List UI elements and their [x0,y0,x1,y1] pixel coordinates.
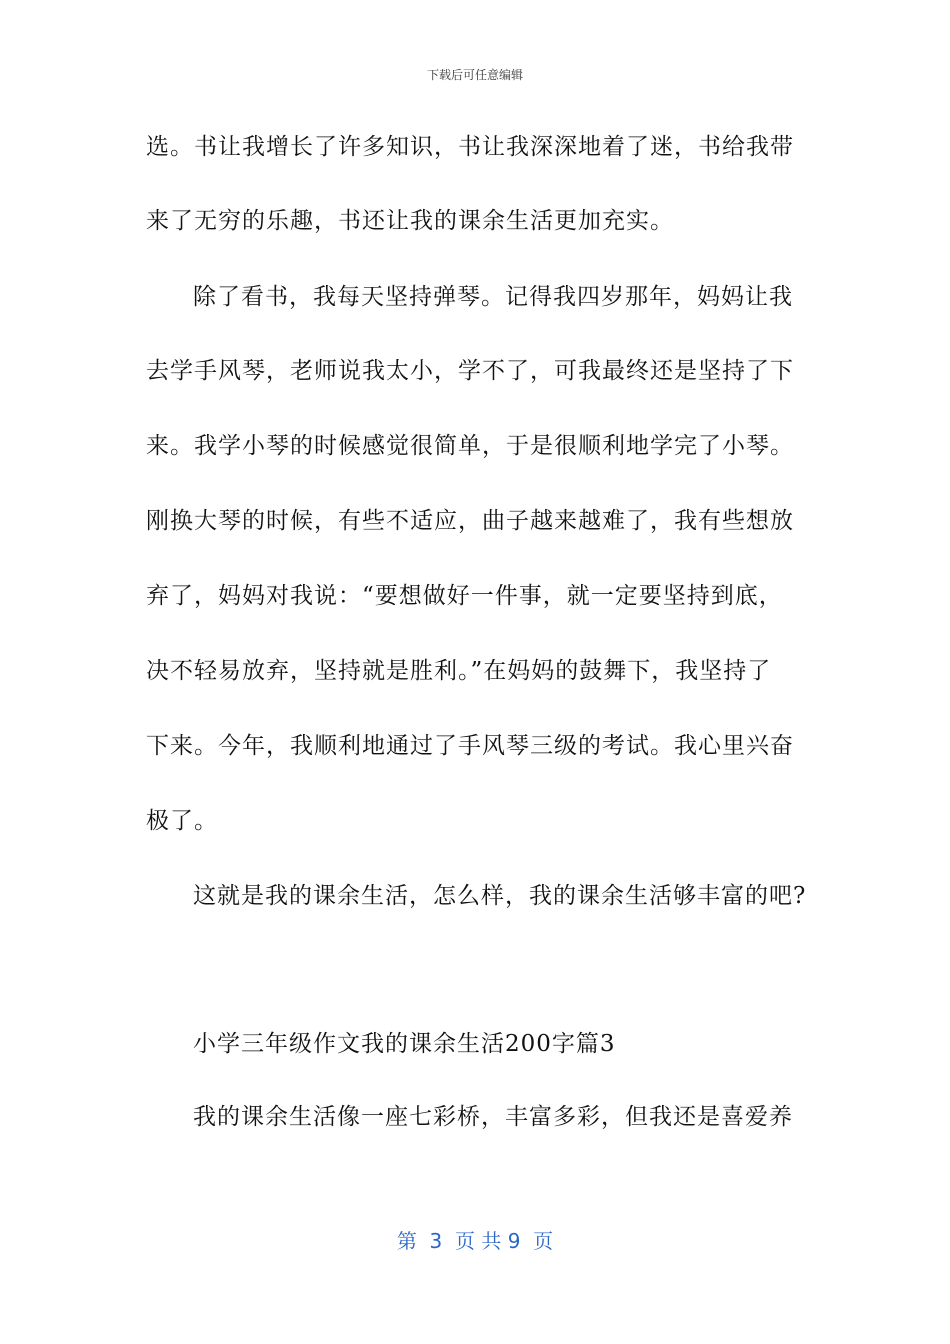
paragraph-line: 来了无穷的乐趣，书还让我的课余生活更加充实。 [146,208,674,234]
header-note: 下载后可任意编辑 [426,68,523,82]
paragraph-line: 刚换大琴的时候，有些不适应，曲子越来越难了，我有些想放 [146,508,794,534]
paragraph-line: 极了。 [146,808,218,834]
paragraph-line: 这就是我的课余生活，怎么样，我的课余生活够丰富的吧? [193,883,807,909]
paragraph-line: 除了看书，我每天坚持弹琴。记得我四岁那年，妈妈让我 [193,284,793,310]
paragraph-line: 去学手风琴，老师说我太小，学不了，可我最终还是坚持了下 [146,358,794,384]
paragraph-line: 下来。今年，我顺利地通过了手风琴三级的考试。我心里兴奋 [146,733,794,759]
paragraph-line: 选。书让我增长了许多知识，书让我深深地着了迷，书给我带 [146,134,794,160]
paragraph-line: 我的课余生活像一座七彩桥，丰富多彩，但我还是喜爱养 [193,1104,793,1130]
paragraph-line: 来。我学小琴的时候感觉很简单，于是很顺利地学完了小琴。 [146,433,794,459]
section-heading: 小学三年级作文我的课余生活200字篇3 [193,1031,616,1057]
page-number: 第 3 页 共 9 页 [396,1229,554,1253]
paragraph-line: 弃了，妈妈对我说：“要想做好一件事，就一定要坚持到底， [146,583,783,609]
paragraph-line: 决不轻易放弃，坚持就是胜利。”在妈妈的鼓舞下，我坚持了 [146,658,772,684]
